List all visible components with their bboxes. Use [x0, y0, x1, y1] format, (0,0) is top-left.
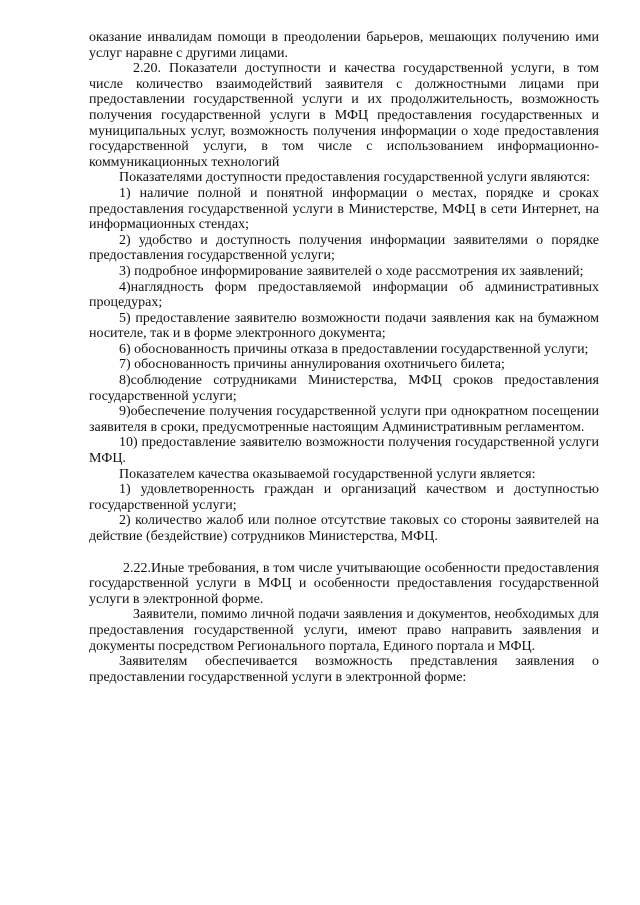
quality-item-2: 2) количество жалоб или полное отсутствие таковых со стороны заявителей на действие (бездействие) сотрудников Министерства, МФЦ.	[89, 513, 599, 544]
paragraph-electronic-submission: Заявителям обеспечивается возможность представления заявления о предоставлении государственной услуги в электронной форме:	[89, 654, 599, 685]
list-item-7: 7) обоснованность причины аннулирования охотничьего билета;	[119, 357, 505, 373]
list-item-10: 10) предоставление заявителю возможности получения государственной услуги МФЦ.	[89, 435, 599, 467]
document-page	[89, 30, 599, 685]
paragraph-applicants-rights: Заявители, помимо личной подачи заявления и документов, необходимых для предоставления государственной услуги, имеют право направить заявления и документы посредством Регионального портала, Единого портала и МФЦ.	[89, 607, 599, 654]
paragraph-accessibility-assistance: оказание инвалидам помощи в преодолении барьеров, мешающих получению ими услуг наравне с другими лицами.	[89, 30, 599, 61]
paragraph-section-2-22: 2.22.Иные требования, в том числе учитывающие особенности предоставления государственной услуги в МФЦ и особенности предоставления государственной услуги в электронной форме.	[89, 560, 599, 607]
list-item-2: 2) удобство и доступность получения информации заявителями о порядке предоставления государственной услуги;	[89, 232, 599, 264]
list-item-5: 5) предоставление заявителю возможности подачи заявления как на бумажном носителе, так и в форме электронного документа;	[89, 310, 599, 342]
list-item-4: 4)наглядность форм предоставляемой информации об административных процедурах;	[89, 279, 599, 311]
paragraph-accessibility-indicators-intro: Показателями доступности предоставления государственной услуги являются:	[119, 170, 591, 186]
list-item-6: 6) обоснованность причины отказа в предоставлении государственной услуги;	[119, 341, 589, 357]
paragraph-spacer	[89, 545, 599, 561]
paragraph-section-2-20: 2.20. Показатели доступности и качества государственной услуги, в том числе количество взаимодействий заявителя с должностными лицами при предоставлении государственной услуги и их продолжительность, возможность получения государственной услуги в МФЦ предоставления государственных и муниципальных услуг, возможность получения информации о ходе предоставления государственной услуги, в том числе с использованием информационно-коммуникационных технологий	[89, 61, 599, 170]
quality-item-1: 1) удовлетворенность граждан и организаций качеством и доступностью государственной услуги;	[89, 482, 599, 513]
list-item-3: 3) подробное информирование заявителей о ходе рассмотрения их заявлений;	[119, 263, 584, 279]
paragraph-quality-indicators-intro: Показателем качества оказываемой государственной услуги является:	[119, 466, 536, 482]
list-item-9: 9)обеспечение получения государственной услуги при однократном посещении заявителя в сроки, предусмотренные настоящим Административным регламентом.	[89, 404, 599, 435]
list-item-8: 8)соблюдение сотрудниками Министерства, МФЦ сроков предоставления государственной услуги;	[89, 373, 599, 404]
list-item-1: 1) наличие полной и понятной информации о местах, порядке и сроках предоставления государственной услуги в Министерстве, МФЦ в сети Интернет, на информационных стендах;	[89, 185, 599, 233]
